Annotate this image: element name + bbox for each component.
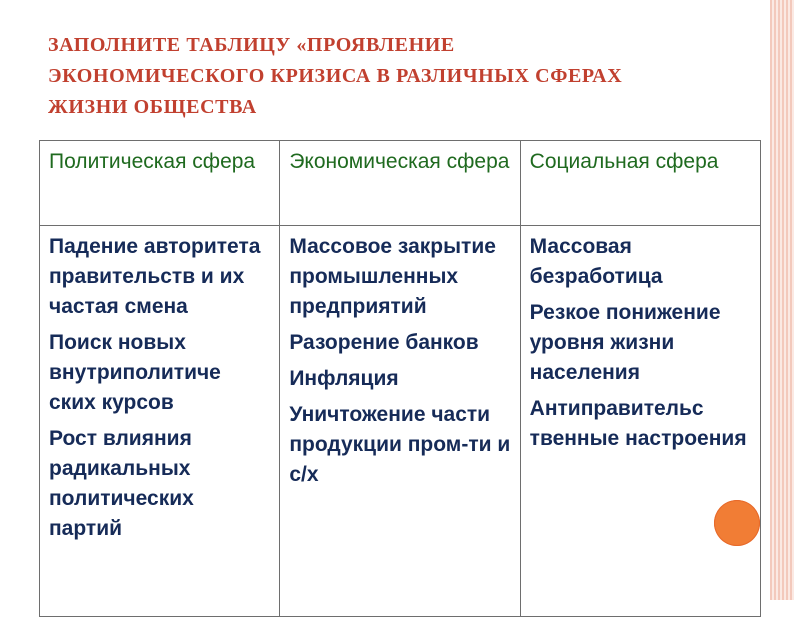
table-header-row [40,141,761,226]
list-item: Падение авторитета правительств и их частая смена [49,235,261,318]
list-item: Рост влияния радикальных политических партий [49,427,194,540]
cell-social [520,226,760,617]
list-item: Массовая безработица [529,235,663,288]
list-item: Поиск новых внутриполитиче ских курсов [49,331,221,414]
orange-circle-icon [714,500,760,546]
list-item: Массовое закрытие промышленных предприятий [289,235,496,318]
list-item: Антиправительс твенные настроения [529,397,747,450]
list-item: Разорение банков [289,331,479,354]
list-item: Резкое понижение уровня жизни населения [529,301,721,384]
header-economic: Экономическая сфера [280,141,520,226]
decorative-stripe-edge [794,0,800,600]
cell-economic [280,226,520,617]
table-body-row [40,226,761,617]
crisis-table [39,140,761,617]
list-item: Уничтожение части продукции пром-ти и с/х [289,403,511,486]
header-political: Политическая сфера [40,141,280,226]
decorative-stripe [770,0,794,600]
header-social: Социальная сфера [520,141,760,226]
cell-political [40,226,280,617]
list-item: Инфляция [289,367,399,390]
slide-title: ЗАПОЛНИТЕ ТАБЛИЦУ «ПРОЯВЛЕНИЕ ЭКОНОМИЧЕСКОГО КРИЗИСА В РАЗЛИЧНЫХ СФЕРАХ ЖИЗНИ ОБЩЕСТВА [48,34,623,118]
